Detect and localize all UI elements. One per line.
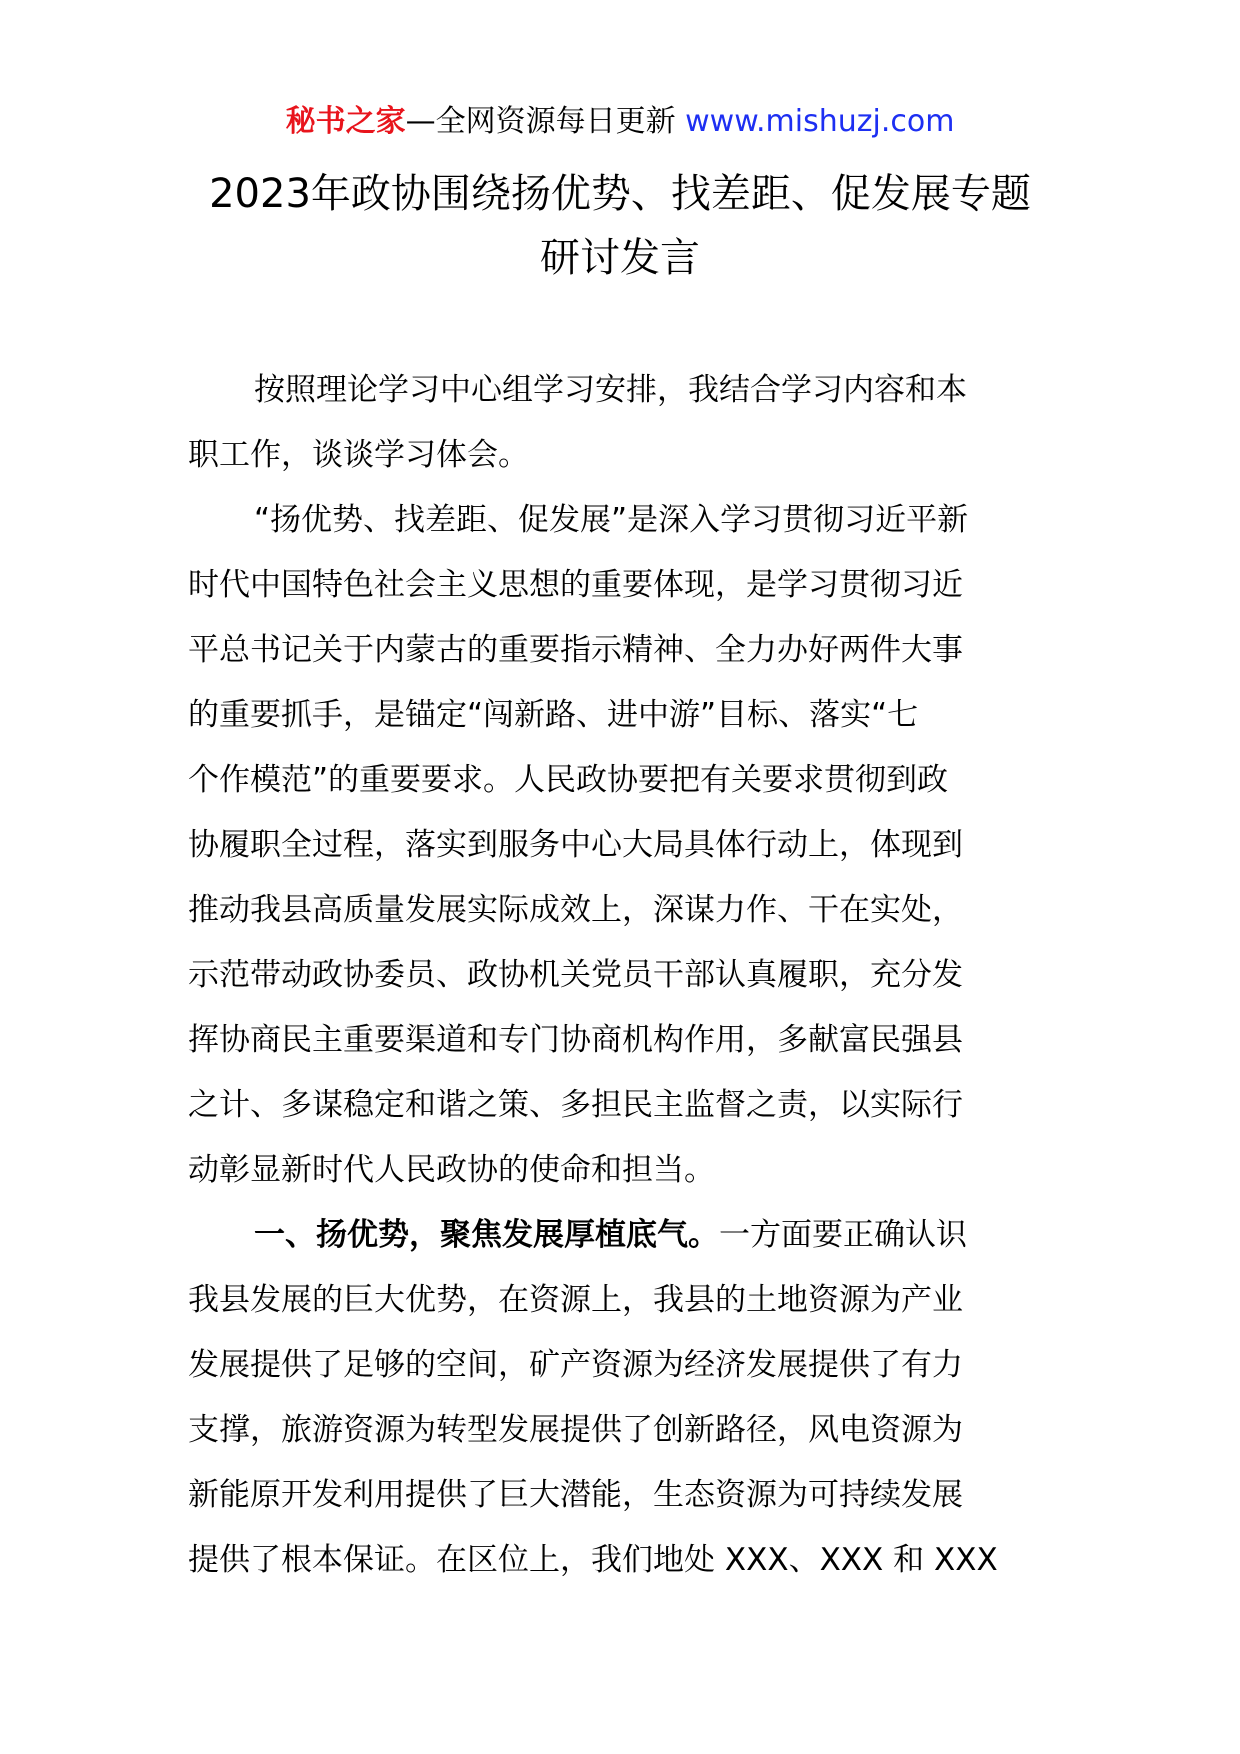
text-line: 协履职全过程，落实到服务中心大局具体行动上，体现到 [188, 827, 963, 863]
text-line: 平总书记关于内蒙古的重要指示精神、全力办好两件大事 [188, 632, 963, 668]
paragraph-overview [188, 488, 1054, 1203]
document-title [120, 162, 1120, 290]
text-line: 挥协商民主重要渠道和专门协商机构作用，多献富民强县 [188, 1022, 963, 1058]
text-line: 推动我县高质量发展实际成效上，深谋力作、干在实处， [188, 892, 963, 928]
brand-name: 秘书之家 [285, 104, 406, 139]
site-url[interactable]: www.mishuzj.com [685, 104, 955, 139]
section-heading: 一、扬优势，聚焦发展厚植底气。 [254, 1217, 719, 1253]
text-line: 新能原开发利用提供了巨大潜能，生态资源为可持续发展 [188, 1477, 963, 1513]
text-line: 的重要抓手，是锚定“闯新路、进中游”目标、落实“七 [188, 697, 919, 733]
text-line: 动彰显新时代人民政协的使命和担当。 [188, 1152, 715, 1188]
text-line [188, 1203, 1054, 1268]
text-fragment: 一方面要正确认识 [719, 1217, 967, 1253]
site-banner [0, 100, 1240, 144]
text-line: 示范带动政协委员、政协机关党员干部认真履职，充分发 [188, 957, 963, 993]
title-line-1: 2023年政协围绕扬优势、找差距、促发展专题 [209, 171, 1031, 217]
paragraph-section-one [188, 1203, 1054, 1593]
banner-tagline: —全网资源每日更新 [405, 104, 686, 139]
text-line: 支撑，旅游资源为转型发展提供了创新路径，风电资源为 [188, 1412, 963, 1448]
text-line: 之计、多谋稳定和谐之策、多担民主监督之责，以实际行 [188, 1087, 963, 1123]
text-line: 发展提供了足够的空间，矿产资源为经济发展提供了有力 [188, 1347, 963, 1383]
text-line: 提供了根本保证。在区位上，我们地处 XXX、XXX 和 XXX [188, 1542, 998, 1578]
text-line: “扬优势、找差距、促发展”是深入学习贯彻习近平新 [254, 502, 969, 538]
document-body [188, 358, 1054, 1593]
text-line: 按照理论学习中心组学习安排，我结合学习内容和本 [254, 372, 967, 408]
paragraph-intro [188, 358, 1054, 488]
text-line: 我县发展的巨大优势，在资源上，我县的土地资源为产业 [188, 1282, 963, 1318]
text-line: 个作模范”的重要要求。人民政协要把有关要求贯彻到政 [188, 762, 949, 798]
title-line-2: 研讨发言 [540, 235, 700, 281]
text-line: 职工作，谈谈学习体会。 [188, 437, 529, 473]
text-line: 时代中国特色社会主义思想的重要体现，是学习贯彻习近 [188, 567, 963, 603]
